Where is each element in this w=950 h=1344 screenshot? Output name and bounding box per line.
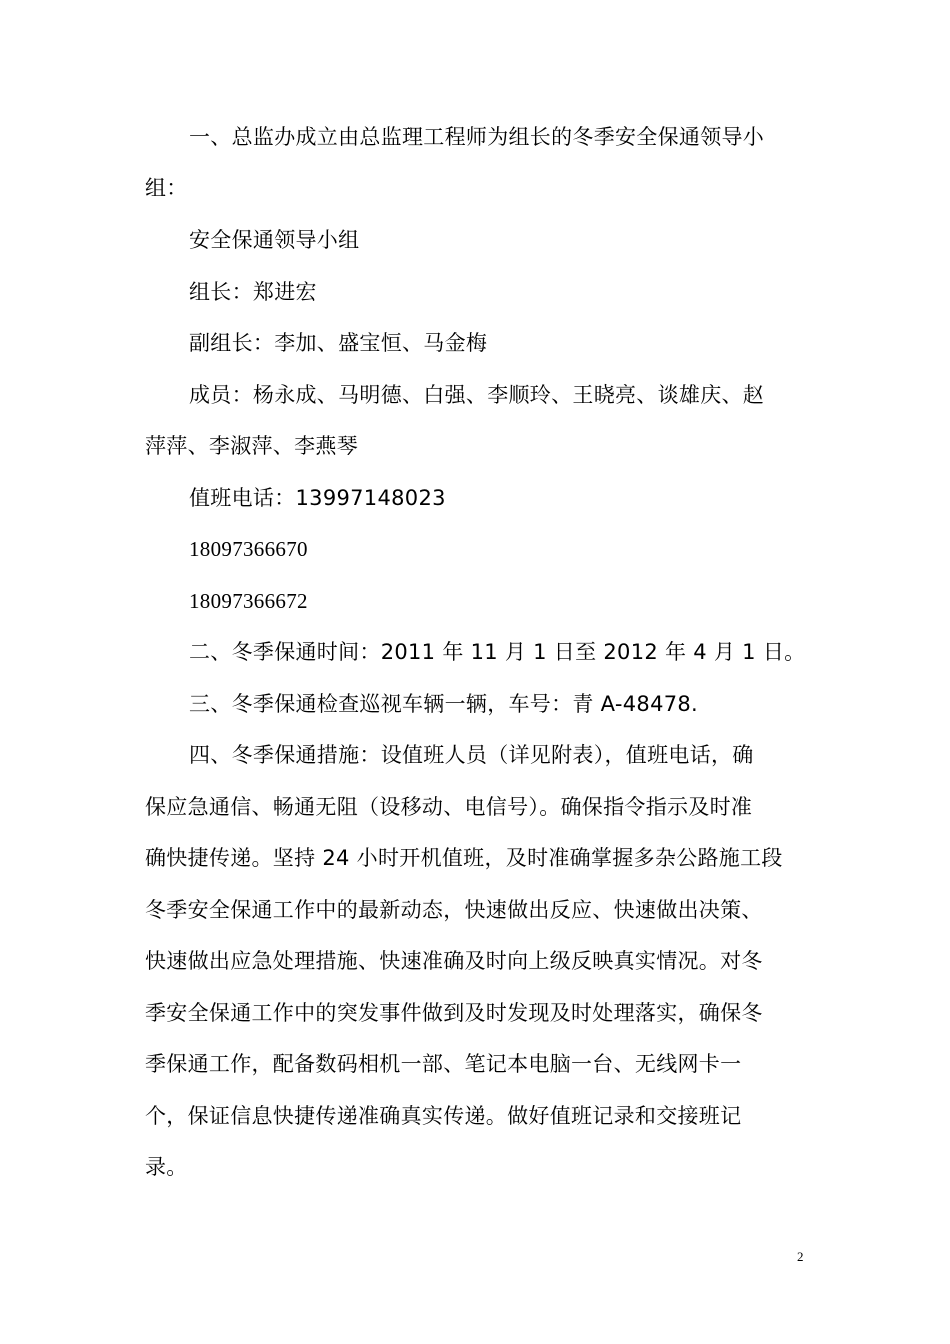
- text-line: 冬季安全保通工作中的最新动态，快速做出反应、快速做出决策、: [145, 898, 763, 922]
- text-line: 保应急通信、畅通无阻（设移动、电信号）。确保指令指示及时准: [145, 795, 753, 819]
- text-line: 四、冬季保通措施：设值班人员（详见附表），值班电话，确: [189, 743, 754, 767]
- page-number: 2: [797, 1249, 804, 1264]
- text-line: 快速做出应急处理措施、快速准确及时向上级反映真实情况。对冬: [145, 949, 763, 973]
- text-line: 值班电话：13997148023: [189, 486, 446, 510]
- text-line: 季安全保通工作中的突发事件做到及时发现及时处理落实，确保冬: [145, 1001, 763, 1025]
- text-line: 组：: [145, 176, 188, 200]
- text-line: 18097366672: [189, 589, 308, 613]
- text-line: 个，保证信息快捷传递准确真实传递。做好值班记录和交接班记: [145, 1104, 742, 1128]
- text-line: 副组长：李加、盛宝恒、马金梅: [189, 331, 488, 355]
- text-line: 一、总监办成立由总监理工程师为组长的冬季安全保通领导小: [189, 125, 765, 149]
- text-line: 录。: [145, 1155, 188, 1179]
- text-line: 确快捷传递。坚持 24 小时开机值班，及时准确掌握多杂公路施工段: [145, 846, 783, 870]
- text-line: 萍萍、李淑萍、李燕琴: [145, 434, 358, 458]
- text-line: 季保通工作，配备数码相机一部、笔记本电脑一台、无线网卡一: [145, 1052, 742, 1076]
- text-line: 二、冬季保通时间：2011 年 11 月 1 日至 2012 年 4 月 1 日。: [189, 640, 806, 664]
- text-line: 三、冬季保通检查巡视车辆一辆，车号：青 A-48478.: [189, 692, 699, 716]
- text-line: 成员：杨永成、马明德、白强、李顺玲、王晓亮、谈雄庆、赵: [189, 383, 765, 407]
- text-line: 安全保通领导小组: [189, 228, 360, 252]
- text-line: 组长：郑进宏: [189, 280, 317, 304]
- text-line: 18097366670: [189, 537, 308, 561]
